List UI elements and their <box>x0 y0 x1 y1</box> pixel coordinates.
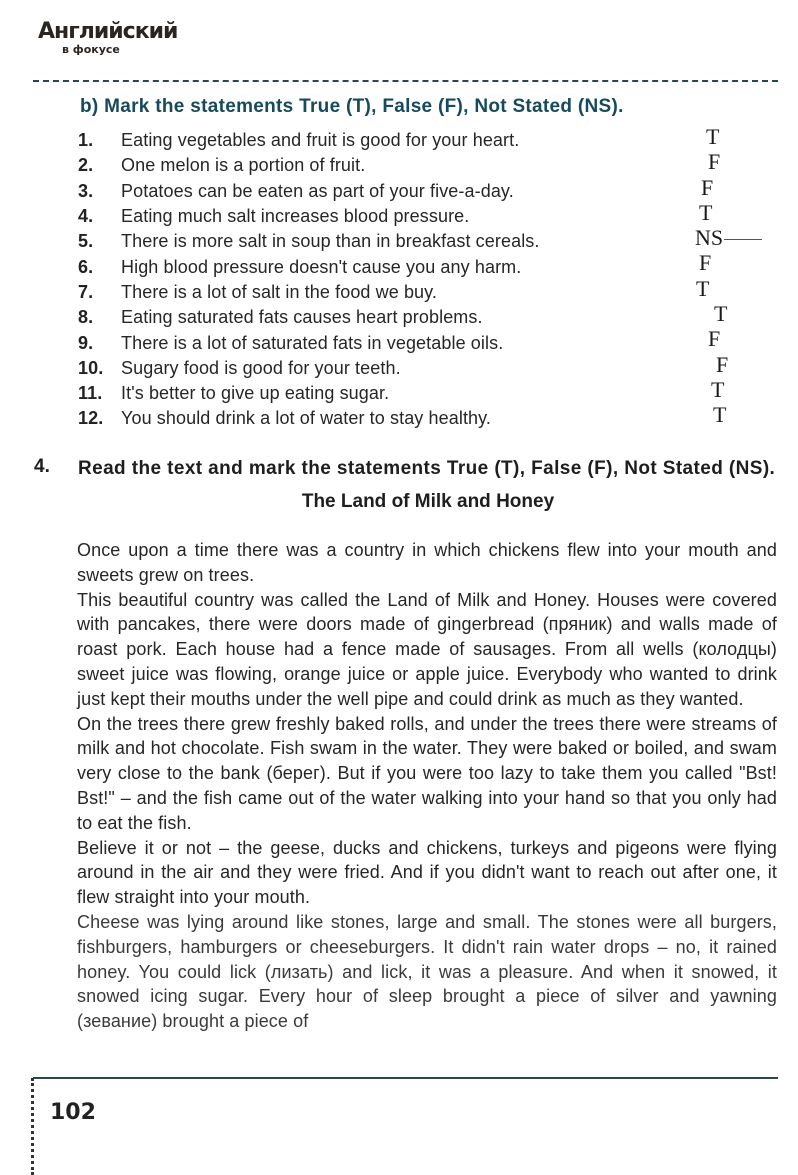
answer-text: NS <box>695 225 724 251</box>
statement-number: 8. <box>78 307 94 328</box>
statement-item <box>78 128 638 153</box>
answer-mark: F <box>716 351 729 377</box>
dotted-margin <box>31 1078 34 1175</box>
answer-mark: F <box>708 326 721 352</box>
statement-item <box>78 179 638 204</box>
statement-text: One melon is a portion of fruit. <box>121 155 366 176</box>
story-title: The Land of Milk and Honey <box>301 491 555 512</box>
statement-item <box>78 153 638 178</box>
answer-mark: T <box>714 301 728 327</box>
logo-title: Английский <box>38 19 178 44</box>
answer-mark: T <box>699 199 713 225</box>
statement-text: You should drink a lot of water to stay healthy. <box>121 408 492 429</box>
exercise-number: 4. <box>34 456 50 477</box>
statement-text: There is a lot of saturated fats in vegetable oils. <box>121 332 504 353</box>
statement-item <box>78 254 638 279</box>
answer-mark: T <box>713 402 727 428</box>
exercise-4 <box>34 456 778 515</box>
statements-list <box>78 128 638 432</box>
statement-item <box>78 406 638 431</box>
statement-item <box>78 305 638 330</box>
statement-item <box>78 356 638 381</box>
statement-number: 5. <box>78 231 94 252</box>
statement-text: Eating saturated fats causes heart problems. <box>121 307 483 328</box>
story-paragraph: Believe it or not – the geese, ducks and chickens, turkeys and pigeons were flying around in the air and they were fried. And if you didn't want to reach out after one, it flew straight into your mouth. <box>77 837 777 908</box>
statement-text: Eating vegetables and fruit is good for your heart. <box>121 130 520 151</box>
top-divider <box>33 80 778 82</box>
logo-subtitle: в фокусе <box>62 43 120 56</box>
answer-mark: T <box>706 124 720 149</box>
statement-number: 10. <box>78 357 104 378</box>
answer-mark: T <box>711 376 725 402</box>
story-text <box>77 538 777 1034</box>
statement-number: 1. <box>78 130 94 151</box>
statement-number: 7. <box>78 281 94 302</box>
answer-underline <box>724 239 762 240</box>
story-paragraph: Cheese was lying around like stones, large and small. The stones were all burgers, fishburgers, hamburgers or cheeseburgers. It didn't rain water drops – no, it rained honey. You could lick (лизать) and lick, it was a pleasure. And when it snowed, it snowed icing sugar. Every hour of sleep brought a piece of silver and yawning (зевание) brought a piece of <box>77 911 777 1032</box>
statement-text: There is more salt in soup than in breakfast cereals. <box>121 231 540 252</box>
statement-item <box>78 229 638 254</box>
statement-item <box>78 280 638 305</box>
statement-number: 2. <box>78 155 94 176</box>
statement-number: 6. <box>78 256 94 277</box>
statement-text: It's better to give up eating sugar. <box>121 383 390 404</box>
textbook-logo <box>38 20 177 56</box>
answer-mark: F <box>708 149 721 175</box>
answer-mark: F <box>701 174 714 200</box>
statement-number: 9. <box>78 332 94 353</box>
answer-mark-ns <box>680 225 780 250</box>
statement-text: Eating much salt increases blood pressure. <box>121 206 470 227</box>
page-number: 102 <box>50 1100 96 1125</box>
statement-number: 12. <box>78 408 104 429</box>
exercise-instruction: Read the text and mark the statements True (T), False (F), Not Stated (NS). <box>78 458 776 479</box>
statement-number: 11. <box>78 383 103 404</box>
story-paragraph: On the trees there grew freshly baked rolls, and under the trees there were streams of milk and hot chocolate. Fish swam in the water. They were baked or boiled, and swam very close to the bank (берег). But if you were too lazy to take them you called "Bst! Bst!" – and the fish came out of the water walking into your hand so that you only had to eat the fish. <box>77 713 777 833</box>
answer-mark: F <box>699 250 712 276</box>
statement-text: There is a lot of salt in the food we buy. <box>121 281 438 302</box>
statement-text: Potatoes can be eaten as part of your five-a-day. <box>121 180 514 201</box>
bottom-divider <box>33 1077 778 1079</box>
answer-mark: T <box>696 275 710 301</box>
story-paragraph: Once upon a time there was a country in which chickens flew into your mouth and sweets grew on trees. <box>77 540 777 585</box>
statement-number: 3. <box>78 180 94 201</box>
answers-column <box>680 124 780 428</box>
statement-item <box>78 330 638 355</box>
statement-number: 4. <box>78 206 94 227</box>
section-b-title: b) Mark the statements True (T), False (F), Not Stated (NS). <box>80 96 624 117</box>
statement-text: High blood pressure doesn't cause you any harm. <box>121 256 522 277</box>
statement-item <box>78 204 638 229</box>
statement-text: Sugary food is good for your teeth. <box>121 357 401 378</box>
story-paragraph: This beautiful country was called the Land of Milk and Honey. Houses were covered with pancakes, there were doors made of gingerbread (пряник) and walls made of roast pork. Each house had a fence made of sausages. From all wells (колодцы) sweet juice was flowing, orange juice or apple juice. Everybody who wanted to drink just kept their mouths under the well pipe and could drink as much as they wanted. <box>77 589 777 709</box>
statement-item <box>78 381 638 406</box>
